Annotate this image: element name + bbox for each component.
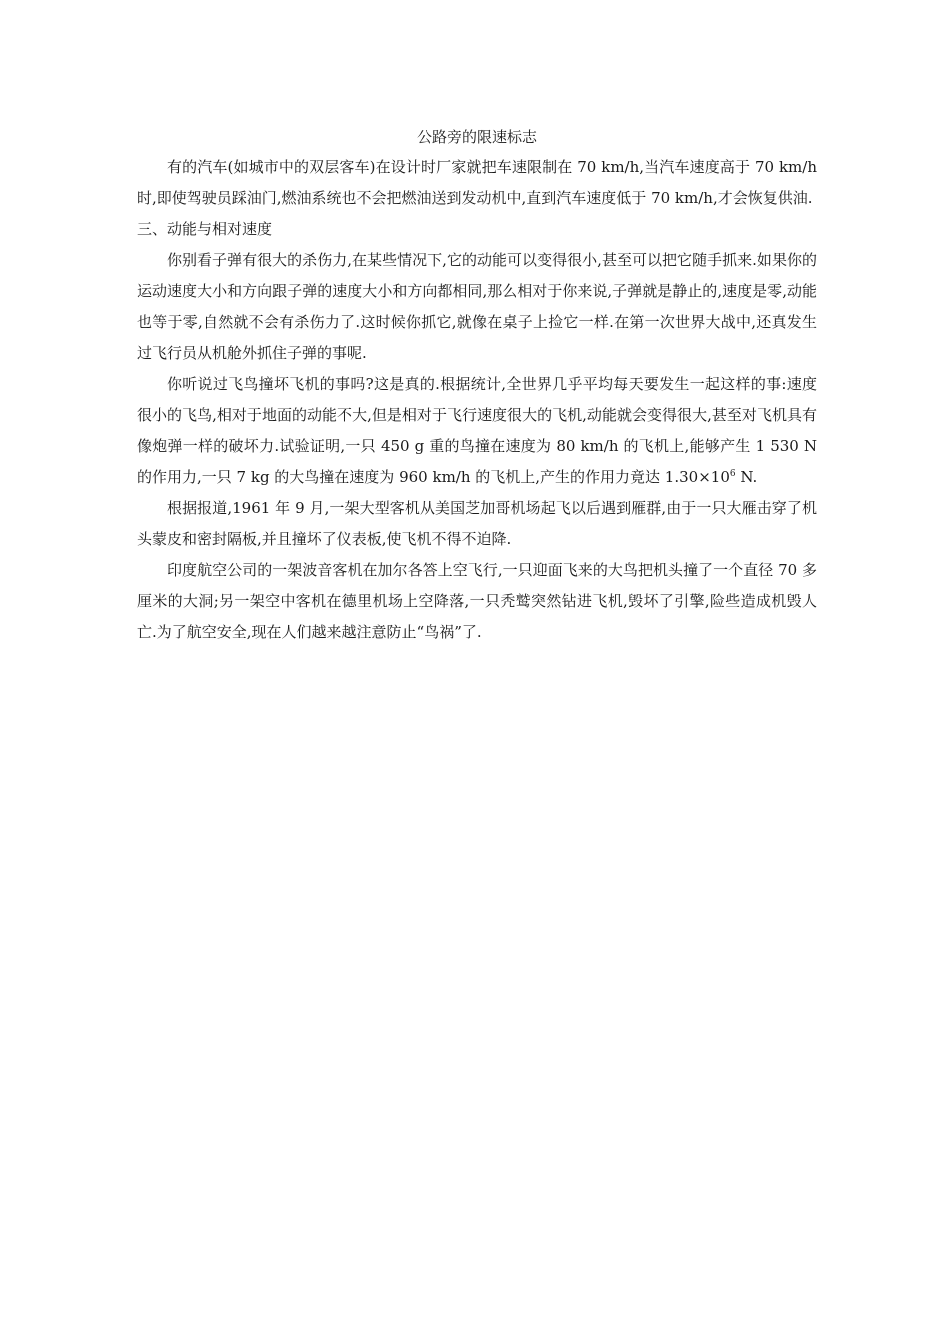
figure-caption: 公路旁的限速标志 xyxy=(416,128,537,146)
paragraph-bullet: 你别看子弹有很大的杀伤力,在某些情况下,它的动能可以变得很小,甚至可以把它随手抓来.如果你的运动速度大小和方向跟子弹的速度大小和方向都相同,那么相对于你来说,子弹就是静止的,速度是零,动能也等于零,自然就不会有杀伤力了.这时候你抓它,就像在桌子上捡它一样.在第一次世界大战中,还真发生过飞行员从机舱外抓住子弹的事呢. xyxy=(137,251,817,362)
paragraph-bird-strike xyxy=(137,369,817,493)
force-unit: N. xyxy=(735,468,758,486)
bird-strike-text: 你听说过飞鸟撞坏飞机的事吗?这是真的.根据统计,全世界几乎平均每天要发生一起这样的事:速度很小的飞鸟,相对于地面的动能不大,但是相对于飞行速度很大的飞机,动能就会变得很大,甚至对飞机具有像炮弹一样的破坏力.试验证明,一只 450 g 重的鸟撞在速度为 80 km/h 的飞机上,能够产生 1 530 N 的作用力,一只 7 kg 的大鸟撞在速度为 960 km/h 的飞机上,产生的作用力竟达 1.30×10 xyxy=(137,375,817,486)
document-page xyxy=(137,122,817,648)
section-heading: 三、动能与相对速度 xyxy=(137,220,273,238)
paragraph-speed-limit: 有的汽车(如城市中的双层客车)在设计时厂家就把车速限制在 70 km/h,当汽车速度高于 70 km/h 时,即使驾驶员踩油门,燃油系统也不会把燃油送到发动机中,直到汽车速度低于 70 km/h,才会恢复供油. xyxy=(137,158,817,207)
paragraph-chicago: 根据报道,1961 年 9 月,一架大型客机从美国芝加哥机场起飞以后遇到雁群,由于一只大雁击穿了机头蒙皮和密封隔板,并且撞坏了仪表板,使飞机不得不迫降. xyxy=(137,499,817,548)
paragraph-india: 印度航空公司的一架波音客机在加尔各答上空飞行,一只迎面飞来的大鸟把机头撞了一个直径 70 多厘米的大洞;另一架空中客机在德里机场上空降落,一只秃鹫突然钻进飞机,毁坏了引擎,险些造成机毁人亡.为了航空安全,现在人们越来越注意防止“鸟祸”了. xyxy=(137,561,817,641)
force-exponent: 6 xyxy=(729,469,736,479)
